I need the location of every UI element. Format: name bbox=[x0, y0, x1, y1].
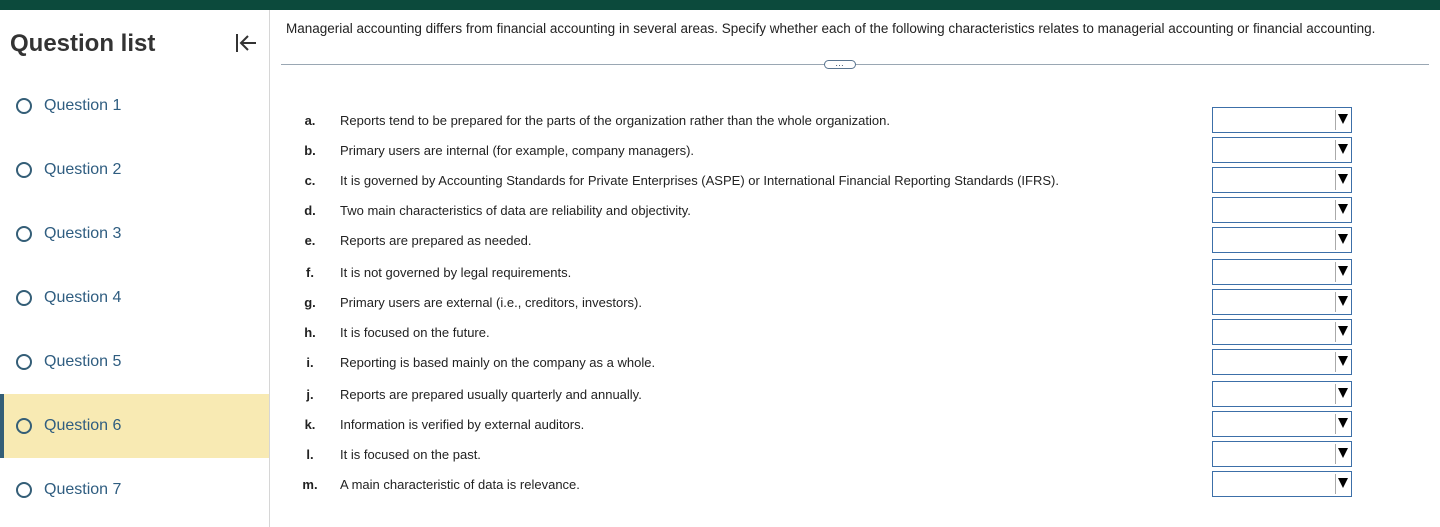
item-letter: g. bbox=[304, 295, 316, 310]
characteristic-row bbox=[270, 289, 1440, 317]
sidebar-question-item[interactable] bbox=[0, 266, 269, 330]
accounting-type-dropdown[interactable] bbox=[1212, 227, 1352, 253]
item-text: Primary users are internal (for example, company managers). bbox=[340, 143, 695, 158]
item-letter: e. bbox=[304, 233, 316, 248]
accounting-type-dropdown[interactable] bbox=[1212, 197, 1352, 223]
question-list-sidebar bbox=[0, 10, 270, 527]
item-letter: a. bbox=[304, 113, 316, 128]
dropdown-arrow-icon bbox=[1338, 418, 1348, 428]
item-text: It is not governed by legal requirements. bbox=[340, 265, 572, 280]
characteristic-row bbox=[270, 349, 1440, 377]
item-text: Reports are prepared as needed. bbox=[340, 233, 532, 248]
item-letter: b. bbox=[304, 143, 316, 158]
accounting-type-dropdown[interactable] bbox=[1212, 167, 1352, 193]
dropdown-arrow-icon bbox=[1338, 388, 1348, 398]
question-list-title: Question list bbox=[10, 30, 156, 57]
item-letter: j. bbox=[306, 387, 314, 402]
radio-icon[interactable] bbox=[16, 98, 32, 114]
item-letter: c. bbox=[304, 173, 316, 188]
accounting-type-dropdown[interactable] bbox=[1212, 471, 1352, 497]
item-letter: m. bbox=[302, 477, 318, 492]
characteristic-row bbox=[270, 227, 1440, 255]
question-label: Question 5 bbox=[44, 353, 122, 370]
item-text: Information is verified by external auditors. bbox=[340, 417, 585, 432]
dropdown-arrow-icon bbox=[1338, 478, 1348, 488]
dropdown-arrow-icon bbox=[1338, 448, 1348, 458]
dropdown-arrow-icon bbox=[1338, 114, 1348, 124]
characteristic-row bbox=[270, 107, 1440, 135]
top-bar bbox=[0, 0, 1440, 10]
question-label: Question 6 bbox=[44, 417, 122, 434]
item-letter: d. bbox=[304, 203, 316, 218]
item-letter: i. bbox=[306, 355, 314, 370]
item-letter: k. bbox=[304, 417, 316, 432]
item-text: It is governed by Accounting Standards for Private Enterprises (ASPE) or International Financial Reporting Standards (IFRS). bbox=[340, 173, 1059, 188]
dropdown-arrow-icon bbox=[1338, 174, 1348, 184]
radio-icon[interactable] bbox=[16, 418, 32, 434]
sidebar-question-item[interactable] bbox=[0, 458, 269, 522]
question-label: Question 7 bbox=[44, 481, 122, 498]
accounting-type-dropdown[interactable] bbox=[1212, 259, 1352, 285]
dropdown-arrow-icon bbox=[1338, 296, 1348, 306]
radio-icon[interactable] bbox=[16, 354, 32, 370]
characteristic-row bbox=[270, 197, 1440, 225]
dropdown-arrow-icon bbox=[1338, 326, 1348, 336]
accounting-type-dropdown[interactable] bbox=[1212, 411, 1352, 437]
item-text: It is focused on the past. bbox=[340, 447, 481, 462]
characteristic-row bbox=[270, 471, 1440, 499]
radio-icon[interactable] bbox=[16, 162, 32, 178]
item-letter: f. bbox=[306, 265, 314, 280]
item-text: Primary users are external (i.e., creditors, investors). bbox=[340, 295, 642, 310]
dropdown-arrow-icon bbox=[1338, 266, 1348, 276]
item-text: Reports tend to be prepared for the parts of the organization rather than the whole organization. bbox=[340, 113, 890, 128]
collapse-sidebar-icon[interactable] bbox=[234, 32, 258, 54]
characteristic-row bbox=[270, 381, 1440, 409]
accounting-type-dropdown[interactable] bbox=[1212, 349, 1352, 375]
sidebar-question-item[interactable] bbox=[0, 74, 269, 138]
question-label: Question 4 bbox=[44, 289, 122, 306]
question-label: Question 2 bbox=[44, 161, 122, 178]
sidebar-question-item[interactable] bbox=[0, 138, 269, 202]
sidebar-question-item[interactable] bbox=[0, 330, 269, 394]
item-text: Reporting is based mainly on the company as a whole. bbox=[340, 355, 656, 370]
accounting-type-dropdown[interactable] bbox=[1212, 137, 1352, 163]
characteristic-row bbox=[270, 319, 1440, 347]
item-text: A main characteristic of data is relevance. bbox=[340, 477, 580, 492]
item-text: It is focused on the future. bbox=[340, 325, 490, 340]
characteristic-row bbox=[270, 411, 1440, 439]
item-letter: l. bbox=[306, 447, 314, 462]
item-text: Reports are prepared usually quarterly and annually. bbox=[340, 387, 642, 402]
characteristic-row bbox=[270, 259, 1440, 287]
characteristic-row bbox=[270, 441, 1440, 469]
dropdown-arrow-icon bbox=[1338, 356, 1348, 366]
accounting-type-dropdown[interactable] bbox=[1212, 107, 1352, 133]
accounting-type-dropdown[interactable] bbox=[1212, 381, 1352, 407]
question-content bbox=[270, 10, 1440, 527]
question-label: Question 1 bbox=[44, 97, 122, 114]
item-text: Two main characteristics of data are reliability and objectivity. bbox=[340, 203, 691, 218]
sidebar-question-item[interactable] bbox=[0, 202, 269, 266]
expand-button[interactable]: … bbox=[824, 60, 856, 69]
radio-icon[interactable] bbox=[16, 290, 32, 306]
accounting-type-dropdown[interactable] bbox=[1212, 441, 1352, 467]
radio-icon[interactable] bbox=[16, 482, 32, 498]
accounting-type-dropdown[interactable] bbox=[1212, 319, 1352, 345]
question-label: Question 3 bbox=[44, 225, 122, 242]
characteristic-row bbox=[270, 137, 1440, 165]
dropdown-arrow-icon bbox=[1338, 234, 1348, 244]
sidebar-question-item[interactable] bbox=[0, 394, 269, 458]
characteristic-row bbox=[270, 167, 1440, 195]
dropdown-arrow-icon bbox=[1338, 204, 1348, 214]
item-letter: h. bbox=[304, 325, 316, 340]
radio-icon[interactable] bbox=[16, 226, 32, 242]
instructions-text: Managerial accounting differs from financial accounting in several areas. Specify whether each of the following characteristics relates to managerial accounting or financial accounting. bbox=[286, 21, 1376, 36]
dropdown-arrow-icon bbox=[1338, 144, 1348, 154]
accounting-type-dropdown[interactable] bbox=[1212, 289, 1352, 315]
